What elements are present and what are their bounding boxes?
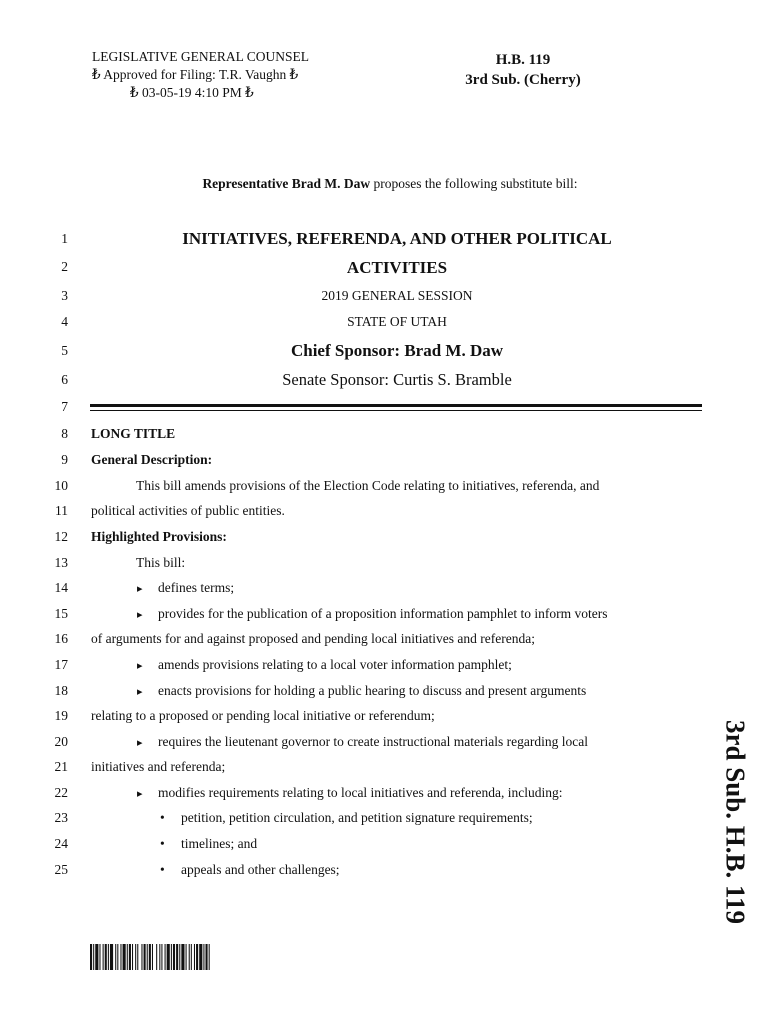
provision-item: provides for the publication of a proposition information pamphlet to inform voters — [158, 606, 608, 621]
divider-thin — [90, 410, 702, 411]
line-number: 15 — [54, 606, 68, 621]
bill-title-line-2: ACTIVITIES — [346, 258, 448, 277]
line-number: 19 — [54, 708, 68, 723]
triangle-bullet-icon: ▸ — [137, 686, 143, 698]
description-text: This bill amends provisions of the Election Code relating to initiatives, referenda, and — [136, 478, 600, 493]
sub-provision-item: petition, petition circulation, and petition signature requirements; — [181, 810, 533, 825]
line-number: 23 — [54, 810, 68, 825]
provision-item: enacts provisions for holding a public hearing to discuss and present arguments — [158, 683, 587, 698]
dot-bullet-icon: • — [160, 862, 165, 877]
provision-item: amends provisions relating to a local voter information pamphlet; — [158, 657, 512, 672]
provision-item: modifies requirements relating to local initiatives and referenda, including: — [158, 785, 563, 800]
description-text: political activities of public entities. — [91, 503, 285, 518]
line-number: 6 — [61, 372, 68, 387]
line-number: 10 — [54, 478, 68, 493]
triangle-bullet-icon: ▸ — [137, 737, 143, 749]
substitute-label: 3rd Sub. (Cherry) — [465, 72, 581, 88]
line-number: 9 — [61, 452, 68, 467]
line-number: 14 — [54, 580, 68, 595]
line-number: 16 — [54, 631, 68, 646]
long-title-heading: LONG TITLE — [91, 426, 176, 441]
line-number: 24 — [54, 836, 68, 851]
provision-continuation: initiatives and referenda; — [91, 759, 226, 774]
line-number: 7 — [61, 399, 68, 414]
line-number: 1 — [61, 231, 68, 246]
provision-continuation: relating to a proposed or pending local initiative or referendum; — [91, 708, 435, 723]
bill-number: H.B. 119 — [495, 52, 551, 68]
line-number: 12 — [54, 529, 68, 544]
header-right — [452, 50, 594, 90]
provision-continuation: of arguments for and against proposed and pending local initiatives and referenda; — [91, 631, 535, 646]
sponsor-intro — [0, 176, 770, 192]
general-description-heading: General Description: — [91, 452, 213, 467]
bill-title-line-1: INITIATIVES, REFERENDA, AND OTHER POLITICAL — [182, 229, 612, 248]
provision-item: defines terms; — [158, 580, 235, 595]
line-number: 5 — [61, 343, 68, 358]
dot-bullet-icon: • — [160, 836, 165, 851]
line-number: 11 — [55, 503, 68, 518]
line-number: 13 — [54, 555, 68, 570]
line-number: 2 — [61, 259, 68, 274]
line-number: 21 — [54, 759, 68, 774]
divider-thick — [90, 404, 702, 407]
this-bill-label: This bill: — [136, 555, 186, 570]
chief-sponsor: Chief Sponsor: Brad M. Daw — [290, 341, 504, 360]
triangle-bullet-icon: ▸ — [137, 609, 143, 621]
triangle-bullet-icon: ▸ — [137, 788, 143, 800]
side-bill-label: 3rd Sub. H.B. 119 — [720, 719, 751, 925]
datetime-line: ₺ 03-05-19 4:10 PM ₺ — [130, 85, 254, 100]
line-number: 3 — [61, 288, 68, 303]
dot-bullet-icon: • — [160, 810, 165, 825]
sponsor-intro-rest: proposes the following substitute bill: — [370, 176, 578, 191]
barcode-icon — [90, 944, 285, 970]
state-label: STATE OF UTAH — [347, 314, 447, 329]
line-number: 18 — [54, 683, 68, 698]
senate-sponsor: Senate Sponsor: Curtis S. Bramble — [282, 370, 512, 389]
triangle-bullet-icon: ▸ — [137, 583, 143, 595]
sub-provision-item: timelines; and — [181, 836, 258, 851]
line-number: 4 — [61, 314, 68, 329]
triangle-bullet-icon: ▸ — [137, 660, 143, 672]
session-label: 2019 GENERAL SESSION — [321, 288, 473, 303]
line-number: 20 — [54, 734, 68, 749]
approved-line: ₺ Approved for Filing: T.R. Vaughn ₺ — [92, 67, 299, 82]
line-number: 8 — [61, 426, 68, 441]
header-left — [92, 48, 309, 102]
line-number: 17 — [54, 657, 68, 672]
sub-provision-item: appeals and other challenges; — [181, 862, 340, 877]
provision-item: requires the lieutenant governor to create instructional materials regarding local — [158, 734, 588, 749]
counsel-label: LEGISLATIVE GENERAL COUNSEL — [92, 49, 309, 64]
line-number: 22 — [54, 785, 68, 800]
highlighted-provisions-heading: Highlighted Provisions: — [91, 529, 227, 544]
line-number: 25 — [54, 862, 68, 877]
representative-name: Representative Brad M. Daw — [202, 176, 371, 191]
